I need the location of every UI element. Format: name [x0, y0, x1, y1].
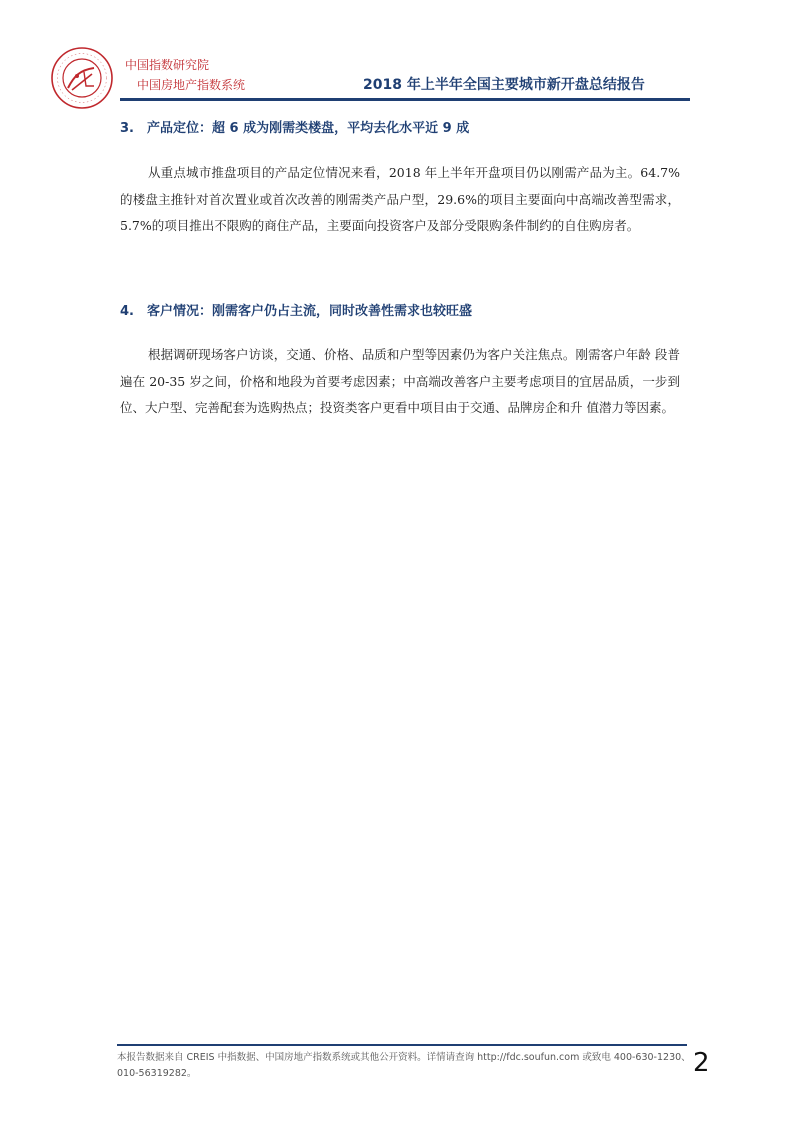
report-title: 2018 年上半年全国主要城市新开盘总结报告 [363, 77, 645, 93]
institute-logo-icon [50, 46, 114, 110]
section-number: 4. [120, 304, 134, 319]
section-title: 产品定位：超 6 成为刚需类楼盘，平均去化水平近 9 成 [147, 121, 470, 136]
org-name-primary: 中国指数研究院 [125, 58, 210, 72]
section-heading-3 [120, 117, 469, 136]
section-paragraph-4: 根据调研现场客户访谈，交通、价格、品质和户型等因素仍为客户关注焦点。刚需客户年龄 段普遍在 20-35 岁之间，价格和地段为首要考虑因素；中高端改善客户主要考虑项目的宜居品质，一步到位、大户型、完善配套为选购热点；投资类客户更看中项目由于交通、品牌房企和升 值潜力等因素。 [120, 347, 680, 416]
section-paragraph-3: 从重点城市推盘项目的产品定位情况来看，2018 年上半年开盘项目仍以刚需产品为主。64.7%的楼盘主推针对首次置业或首次改善的刚需类产品户型，29.6%的项目主要面向中高端改善型需求，5.7%的项目推出不限购的商住产品，主要面向投资客户及部分受限购条件制约的自住购房者。 [120, 165, 680, 234]
section-number: 3. [120, 121, 134, 136]
header-divider [120, 98, 690, 101]
footer-source-note: 本报告数据来自 CREIS 中指数据、中国房地产指数系统或其他公开资料。详情请查询 http://fdc.soufun.com 或致电 400-630-1230、010-56319282。 [117, 1052, 691, 1079]
footer-divider [117, 1044, 687, 1046]
section-heading-4 [120, 300, 472, 319]
page-number: 2 [693, 1048, 710, 1078]
section-title: 客户情况：刚需客户仍占主流，同时改善性需求也较旺盛 [147, 304, 473, 319]
org-name-secondary: 中国房地产指数系统 [137, 78, 246, 92]
